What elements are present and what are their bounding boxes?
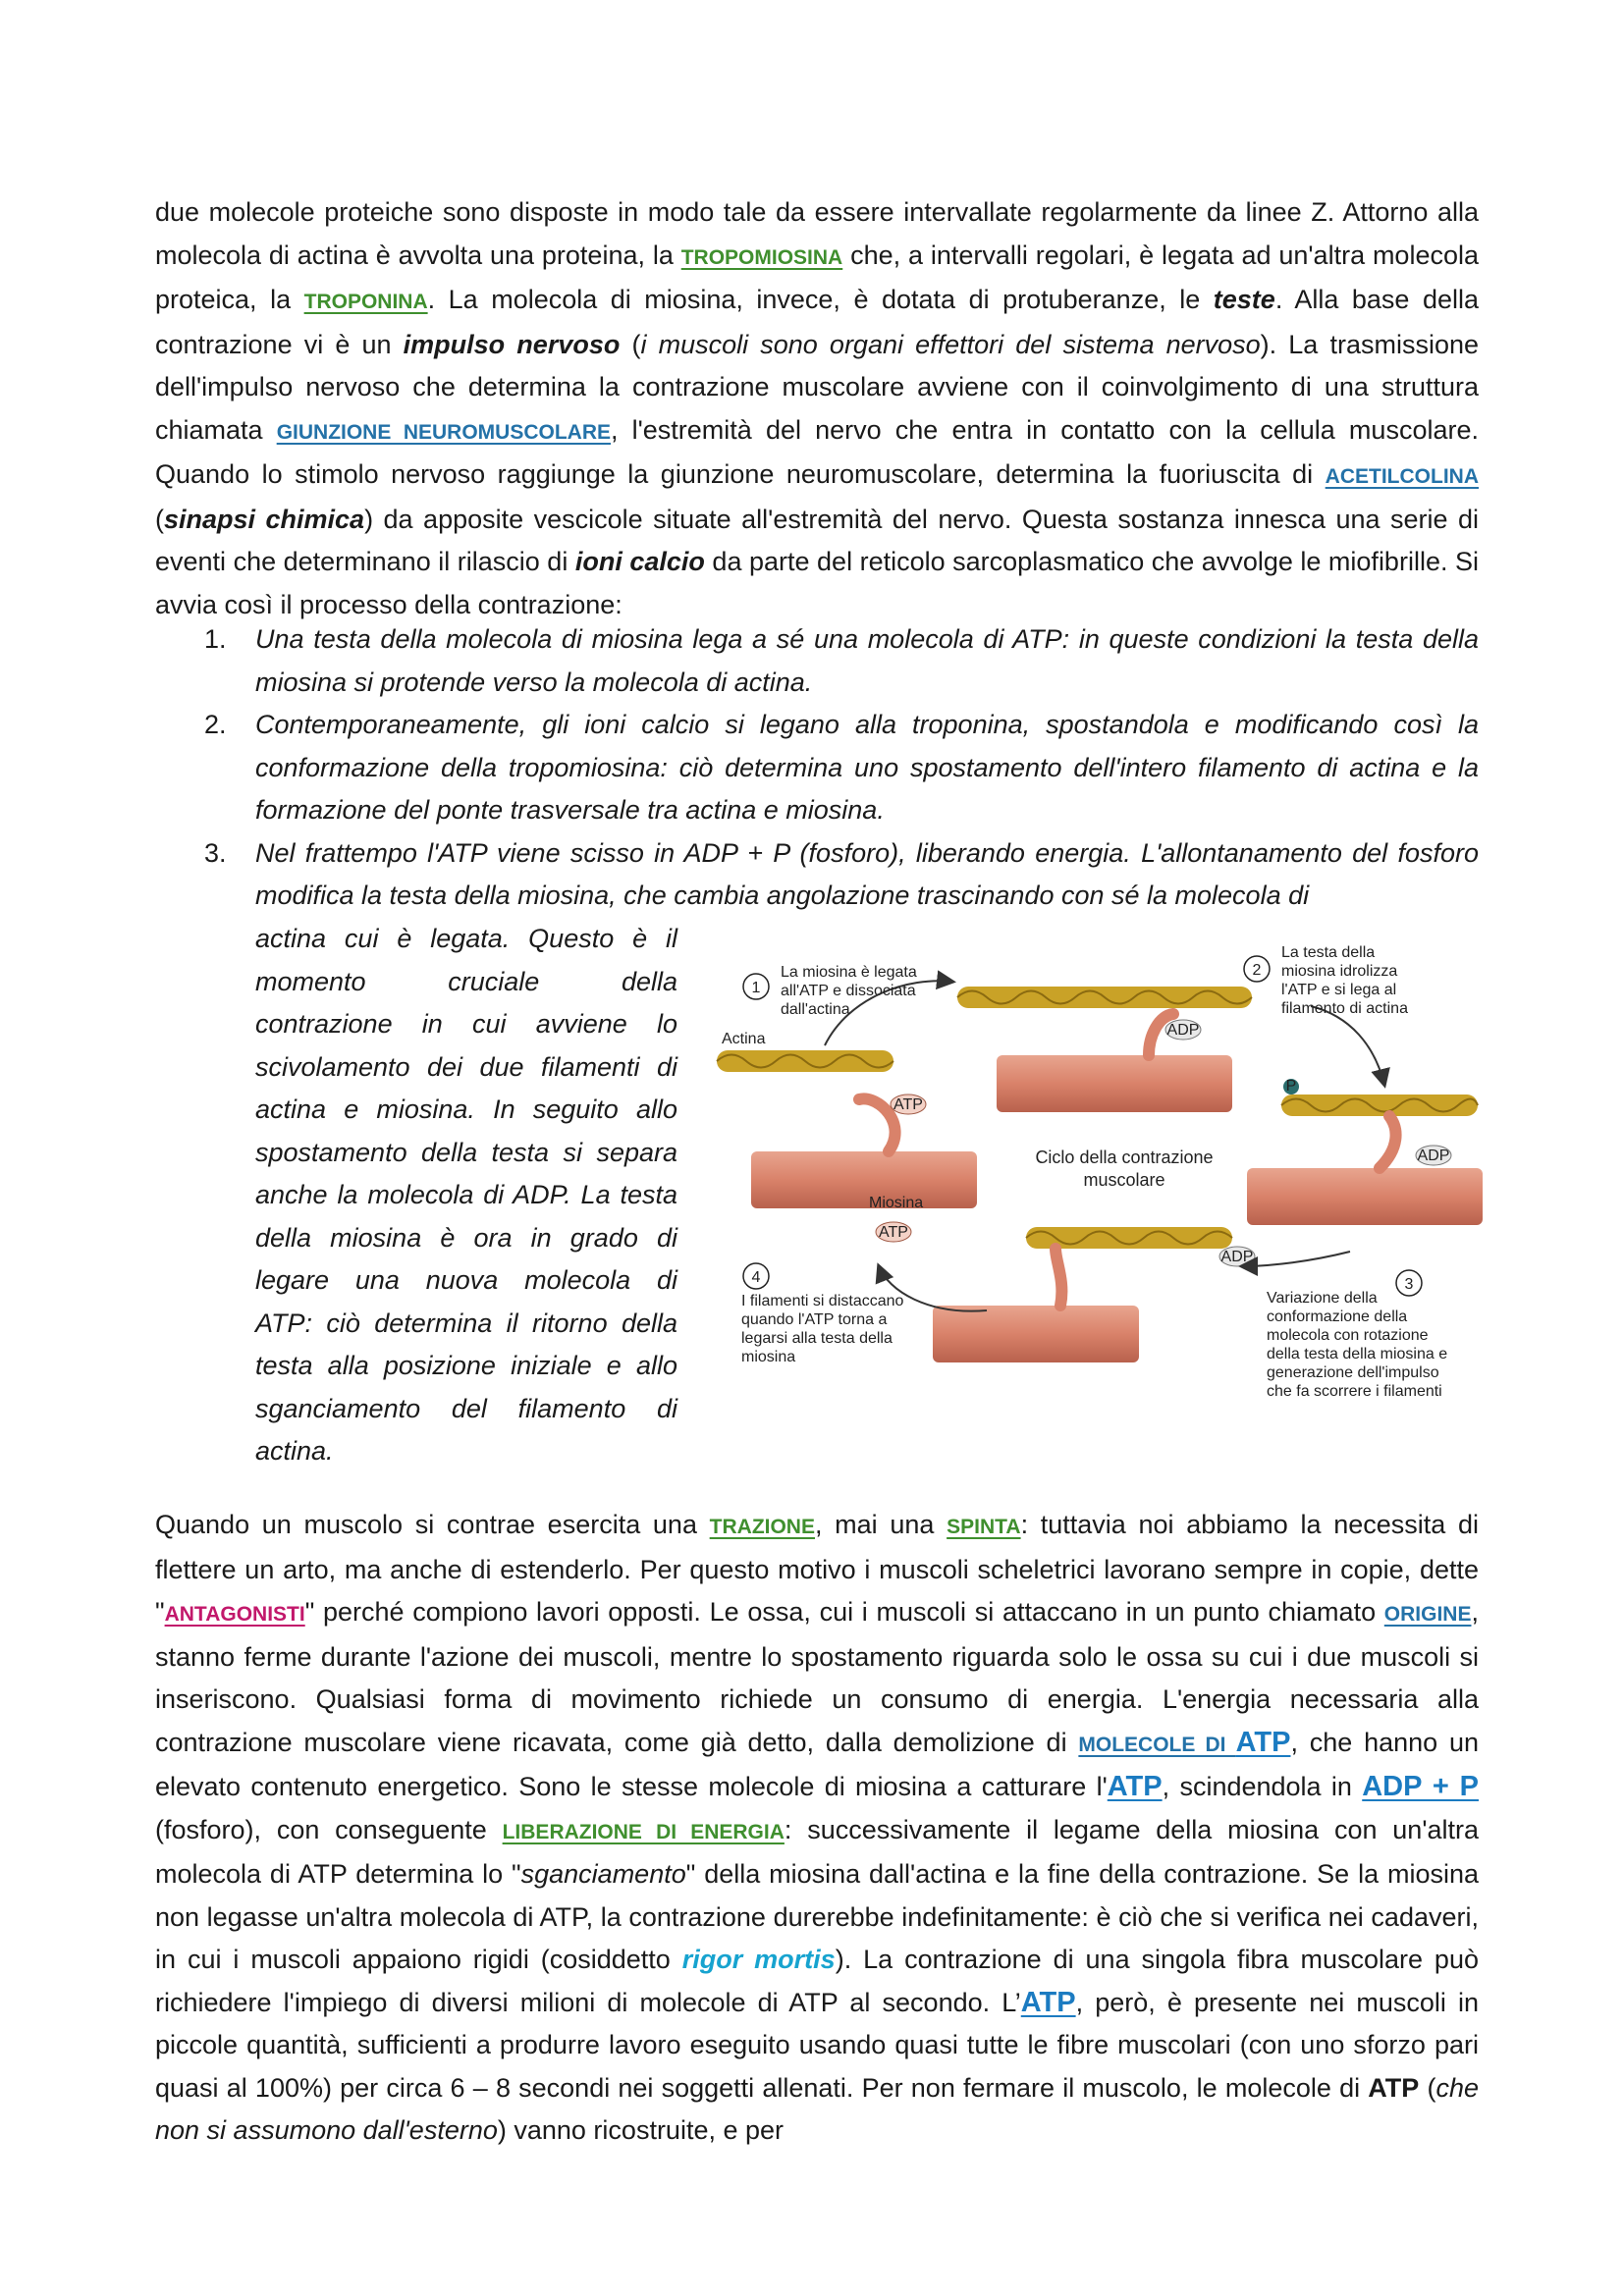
list-text: Una testa della molecola di miosina lega a sé una molecola di ATP: in queste condizioni la testa della miosina si protende verso la molecola di actina. xyxy=(255,624,1479,697)
keyword-trazione: TRAZIONE xyxy=(709,1516,815,1538)
keyword-sinapsi-chimica: sinapsi chimica xyxy=(164,504,365,534)
keyword-teste: teste xyxy=(1213,285,1275,314)
text-run: " della miosina dall'actina e la fine della contrazione. Se la miosina non legasse un'altra molecola di ATP, la contrazione durerebbe indefinitamente: è ciò che si verifica nei cadaveri, in cui i muscoli appaiono rigidi (cosiddetto xyxy=(155,1859,1479,1974)
text-run: due molecole proteiche sono disposte in modo tale da essere intervallate regolarmente da linee Z. Attorno alla molecola di actina è avvolta una proteina, la xyxy=(155,197,1479,270)
text-run: ) vanno ricostruite, e per xyxy=(497,2115,785,2145)
step-1-line3: dall'actina xyxy=(781,1001,850,1018)
text-run: . Alla base della contrazione vi è un xyxy=(155,285,1480,359)
keyword-impulso-nervoso: impulso nervoso xyxy=(403,329,621,359)
diagram-svg xyxy=(712,928,1483,1428)
text-line: ATP: ciò determina il ritorno della xyxy=(255,1308,677,1338)
list-item xyxy=(196,618,1479,704)
keyword-spinta: SPINTA xyxy=(947,1516,1021,1538)
step3-continuation xyxy=(255,918,677,1473)
step-3-line1: Variazione della xyxy=(1267,1290,1378,1307)
diagram-title-line1: Ciclo della contrazione xyxy=(1035,1148,1214,1167)
text-run: " perché compiono lavori opposti. Le ossa, cui i muscoli si attaccano in un punto chiamato xyxy=(304,1597,1384,1627)
list-number: 1. xyxy=(204,624,227,654)
text-run: , l'estremità del nervo che entra in contatto con la cellula muscolare. Quando lo stimolo nervoso raggiunge la giunzione neuromuscolare, determina la fuoriuscita di xyxy=(155,414,1479,489)
text-line: actina. xyxy=(255,1436,334,1466)
text-run: , scindendola in xyxy=(1162,1772,1363,1801)
text-run: , mai una xyxy=(814,1510,947,1539)
step-1-number: 1 xyxy=(751,980,761,996)
svg-text:P: P xyxy=(1285,1078,1297,1095)
keyword-origine: ORIGINE xyxy=(1383,1603,1472,1626)
text-line: spostamento della testa si separa xyxy=(255,1137,677,1167)
step-1-line1: La miosina è legata xyxy=(781,964,917,981)
step-3-line2: conformazione della xyxy=(1267,1308,1408,1325)
atp-badge-a xyxy=(891,1095,926,1114)
text-run: (fosforo), con conseguente xyxy=(155,1814,503,1844)
list-number: 3. xyxy=(204,837,227,868)
myosin-bar-4 xyxy=(933,1306,1139,1362)
paragraph-contraction-intro xyxy=(155,191,1479,626)
contraction-cycle-diagram xyxy=(712,928,1483,1428)
paragraph-muscle-energy xyxy=(155,1504,1479,2153)
keyword-acetilcolina: ACETILCOLINA xyxy=(1325,465,1479,488)
keyword-rigor-mortis: rigor mortis xyxy=(681,1945,836,1974)
text-line: actina e miosina. In seguito allo xyxy=(255,1095,677,1124)
text-run: ( xyxy=(155,504,164,534)
list-item xyxy=(196,704,1479,832)
label-miosina: Miosina xyxy=(869,1195,924,1211)
step-2-line1: La testa della xyxy=(1281,944,1376,961)
step-4-line1: I filamenti si distaccano xyxy=(741,1293,904,1309)
svg-text:ADP: ADP xyxy=(1220,1249,1254,1265)
list-number: 2. xyxy=(204,710,227,739)
contraction-steps-list xyxy=(196,618,1479,918)
svg-text:ADP: ADP xyxy=(1166,1022,1200,1039)
keyword-antagonisti: ANTAGONISTI xyxy=(164,1603,305,1626)
list-text: Contemporaneamente, gli ioni calcio si legano alla troponina, spostandola e modificando così la conformazione della tropomiosina: ciò determina uno spostamento dell'intero filamento di actina e la formazione del ponte trasversale tra actina e miosina. xyxy=(255,710,1479,825)
myosin-head-2 xyxy=(859,1098,895,1151)
adp-badge-a xyxy=(1165,1020,1201,1040)
adp-badge-c xyxy=(1219,1247,1255,1266)
italic-note: che non si assumono dall'esterno xyxy=(155,2072,1479,2145)
actin-filament-2 xyxy=(717,1050,893,1072)
svg-text:ATP: ATP xyxy=(893,1096,923,1113)
keyword-sganciamento: sganciamento xyxy=(520,1859,686,1889)
cycle-arrow-2 xyxy=(1311,1006,1384,1085)
italic-note: i muscoli sono organi effettori del sistema nervoso xyxy=(640,329,1261,359)
text-run: che, a intervalli regolari, è legata ad un'altra molecola proteica, la xyxy=(155,240,1479,314)
text-run: , stanno ferme durante l'azione dei muscoli, mentre lo spostamento riguarda solo le ossa su cui i due muscoli si inseriscono. Qualsiasi forma di movimento richiede un consumo di energia. L'energia necessaria alla contrazione muscolare viene ricavata, come già detto, dalla demolizione di xyxy=(155,1597,1479,1757)
text-line: legare una nuova molecola di xyxy=(255,1265,677,1295)
list-item xyxy=(196,832,1479,918)
cycle-arrow-3 xyxy=(1242,1252,1350,1266)
myosin-bar-3 xyxy=(1247,1168,1483,1225)
keyword-atp-bold: ATP xyxy=(1368,2072,1420,2103)
text-line: momento cruciale della xyxy=(255,966,677,996)
text-run: ( xyxy=(1419,2072,1436,2103)
step-3-line5: generazione dell'impulso xyxy=(1267,1364,1439,1381)
step-4-line4: miosina xyxy=(741,1349,796,1365)
step-2-number: 2 xyxy=(1252,962,1262,979)
svg-text:ATP: ATP xyxy=(879,1224,908,1241)
myosin-head-4 xyxy=(1056,1249,1061,1306)
text-run: : successivamente il legame della miosina con un'altra molecola di ATP determina lo " xyxy=(155,1814,1479,1889)
keyword-liberazione-di-energia: LIBERAZIONE DI ENERGIA xyxy=(502,1820,785,1843)
text-run: ). La trasmissione dell'impulso nervoso che determina la contrazione muscolare avviene con il coinvolgimento di una struttura chiamata xyxy=(155,329,1480,445)
keyword-atp: ATP xyxy=(1235,1726,1291,1758)
text-run: ). La contrazione di una singola fibra muscolare può richiedere l'impiego di diversi milioni di molecole di ATP al secondo. L’ xyxy=(155,1945,1479,2017)
actin-filament-1 xyxy=(957,987,1252,1008)
text-run: . La molecola di miosina, invece, è dotata di protuberanze, le xyxy=(427,285,1214,314)
step-4-line2: quando l'ATP torna a xyxy=(741,1311,888,1328)
keyword-adp-p: ADP + P xyxy=(1362,1771,1479,1802)
step-4-line3: legarsi alla testa della xyxy=(741,1330,893,1347)
myosin-head-3 xyxy=(1380,1116,1396,1168)
text-line: della miosina è ora in grado di xyxy=(255,1222,677,1253)
label-actina: Actina xyxy=(722,1031,766,1047)
text-run: da parte del reticolo sarcoplasmatico che avvolge le miofibrille. Si avvia così il processo della contrazione: xyxy=(155,547,1479,619)
step-3-line6: che fa scorrere i filamenti xyxy=(1267,1383,1442,1400)
keyword-tropomiosina: TROPOMIOSINA xyxy=(680,245,843,269)
text-run: ( xyxy=(620,329,641,359)
adp-badge-b xyxy=(1416,1146,1451,1165)
keyword-ioni-calcio: ioni calcio xyxy=(574,547,705,576)
step-2-line4: filamento di actina xyxy=(1281,1000,1408,1017)
text-line: testa alla posizione iniziale e allo xyxy=(255,1351,677,1380)
text-run: ) da apposite vescicole situate all'estremità del nervo. Questa sostanza innesca una serie di eventi che determinano il rilascio di xyxy=(155,504,1479,576)
text-line: anche la molecola di ADP. La testa xyxy=(255,1180,677,1209)
atp-badge-b xyxy=(876,1222,911,1242)
myosin-bar-2 xyxy=(751,1151,977,1208)
step-3-line4: della testa della miosina e xyxy=(1267,1346,1448,1362)
step-2-line2: miosina idrolizza xyxy=(1281,963,1398,980)
text-line: scivolamento dei due filamenti di xyxy=(255,1051,677,1082)
step-3-line3: molecola con rotazione xyxy=(1267,1327,1429,1344)
phosphate-badge xyxy=(1283,1078,1299,1095)
step-4-number: 4 xyxy=(751,1269,761,1286)
text-run: , che hanno un elevato contenuto energetico. Sono le stesse molecole di miosina a catturare l' xyxy=(155,1727,1479,1801)
step-3-number: 3 xyxy=(1404,1276,1414,1293)
text-run: Quando un muscolo si contrae esercita una xyxy=(155,1510,710,1539)
text-line: sganciamento del filamento di xyxy=(255,1393,677,1423)
keyword-atp: ATP xyxy=(1107,1771,1163,1802)
actin-filament-3 xyxy=(1281,1095,1478,1116)
keyword-atp: ATP xyxy=(1020,1986,1076,2018)
list-text: Nel frattempo l'ATP viene scisso in ADP + P (fosforo), liberando energia. L'allontanamento del fosforo modifica la testa della miosina, che cambia angolazione trascinando con sé la molecola di xyxy=(255,837,1479,910)
text-run: : tuttavia noi abbiamo la necessita di flettere un arto, ma anche di estenderlo. Per questo motivo i muscoli scheletrici lavorano sempre in copie, dette " xyxy=(155,1510,1479,1627)
text-line: actina cui è legata. Questo è il xyxy=(255,924,677,953)
text-run: , però, è presente nei muscoli in piccole quantità, sufficienti a produrre lavoro eseguito usando quasi tutte le fibre muscolari (con uno sforzo pari quasi al 100%) per circa 6 – 8 secondi nei soggetti allenati. Per non fermare il muscolo, le molecole di xyxy=(155,1987,1479,2103)
svg-text:ADP: ADP xyxy=(1417,1148,1450,1164)
keyword-molecole-di: MOLECOLE DI xyxy=(1078,1733,1236,1756)
diagram-title-line2: muscolare xyxy=(1083,1170,1165,1190)
keyword-troponina: TROPONINA xyxy=(303,291,428,313)
myosin-bar-1 xyxy=(997,1055,1232,1112)
keyword-giunzione-neuromuscolare: GIUNZIONE NEUROMUSCOLARE xyxy=(276,420,611,444)
step-1-line2: all'ATP e dissociata xyxy=(781,983,916,999)
step-2-line3: l'ATP e si lega al xyxy=(1281,982,1397,998)
text-line: contrazione in cui avviene lo xyxy=(255,1009,677,1039)
